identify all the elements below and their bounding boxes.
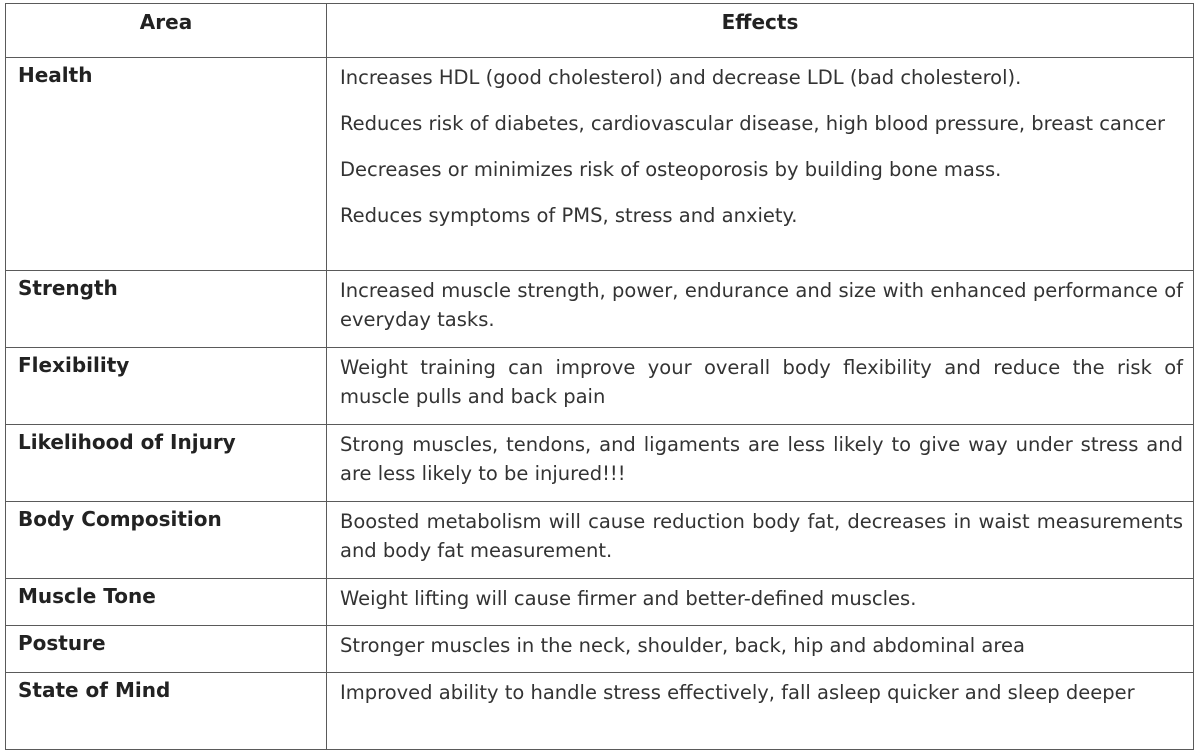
effect-text: Weight lifting will cause firmer and better-defined muscles. <box>340 587 917 610</box>
table-row <box>6 425 1194 502</box>
weight-training-effects-table <box>5 3 1194 750</box>
effects-cell-muscle-tone <box>327 579 1194 626</box>
area-cell-likelihood-of-injury: Likelihood of Injury <box>6 425 327 502</box>
effects-table-container <box>5 3 1193 750</box>
table-row <box>6 502 1194 579</box>
table-row <box>6 271 1194 348</box>
area-cell-flexibility: Flexibility <box>6 348 327 425</box>
effects-cell-body-composition <box>327 502 1194 579</box>
effects-cell-likelihood-of-injury <box>327 425 1194 502</box>
effects-cell-strength <box>327 271 1194 348</box>
table-row <box>6 626 1194 673</box>
effect-text: Improved ability to handle stress effectively, fall asleep quicker and sleep deeper <box>340 681 1135 704</box>
table-row <box>6 579 1194 626</box>
effects-cell-flexibility <box>327 348 1194 425</box>
effects-cell-state-of-mind <box>327 673 1194 750</box>
table-row <box>6 673 1194 750</box>
area-cell-health: Health <box>6 58 327 271</box>
table-row <box>6 348 1194 425</box>
effects-cell-health <box>327 58 1194 271</box>
effect-text: Reduces risk of diabetes, cardiovascular disease, high blood pressure, breast cancer <box>340 112 1165 135</box>
effect-text: Increased muscle strength, power, endurance and size with enhanced performance of everyday tasks. <box>340 279 1183 331</box>
header-area: Area <box>6 4 327 58</box>
effects-cell-posture <box>327 626 1194 673</box>
header-effects: Effects <box>327 4 1194 58</box>
effect-text: Weight training can improve your overall body flexibility and reduce the risk of muscle pulls and back pain <box>340 356 1183 408</box>
table-row <box>6 58 1194 271</box>
effect-text: Reduces symptoms of PMS, stress and anxiety. <box>340 204 798 227</box>
area-cell-strength: Strength <box>6 271 327 348</box>
effect-text: Strong muscles, tendons, and ligaments are less likely to give way under stress and are less likely to be injured!!! <box>340 433 1183 485</box>
effect-text: Boosted metabolism will cause reduction body fat, decreases in waist measurements and body fat measurement. <box>340 510 1183 562</box>
table-header-row <box>6 4 1194 58</box>
effect-text: Increases HDL (good cholesterol) and decrease LDL (bad cholesterol). <box>340 66 1022 89</box>
area-cell-posture: Posture <box>6 626 327 673</box>
area-cell-muscle-tone: Muscle Tone <box>6 579 327 626</box>
effect-text: Stronger muscles in the neck, shoulder, back, hip and abdominal area <box>340 634 1025 657</box>
effect-text: Decreases or minimizes risk of osteoporosis by building bone mass. <box>340 158 1002 181</box>
area-cell-body-composition: Body Composition <box>6 502 327 579</box>
area-cell-state-of-mind: State of Mind <box>6 673 327 750</box>
